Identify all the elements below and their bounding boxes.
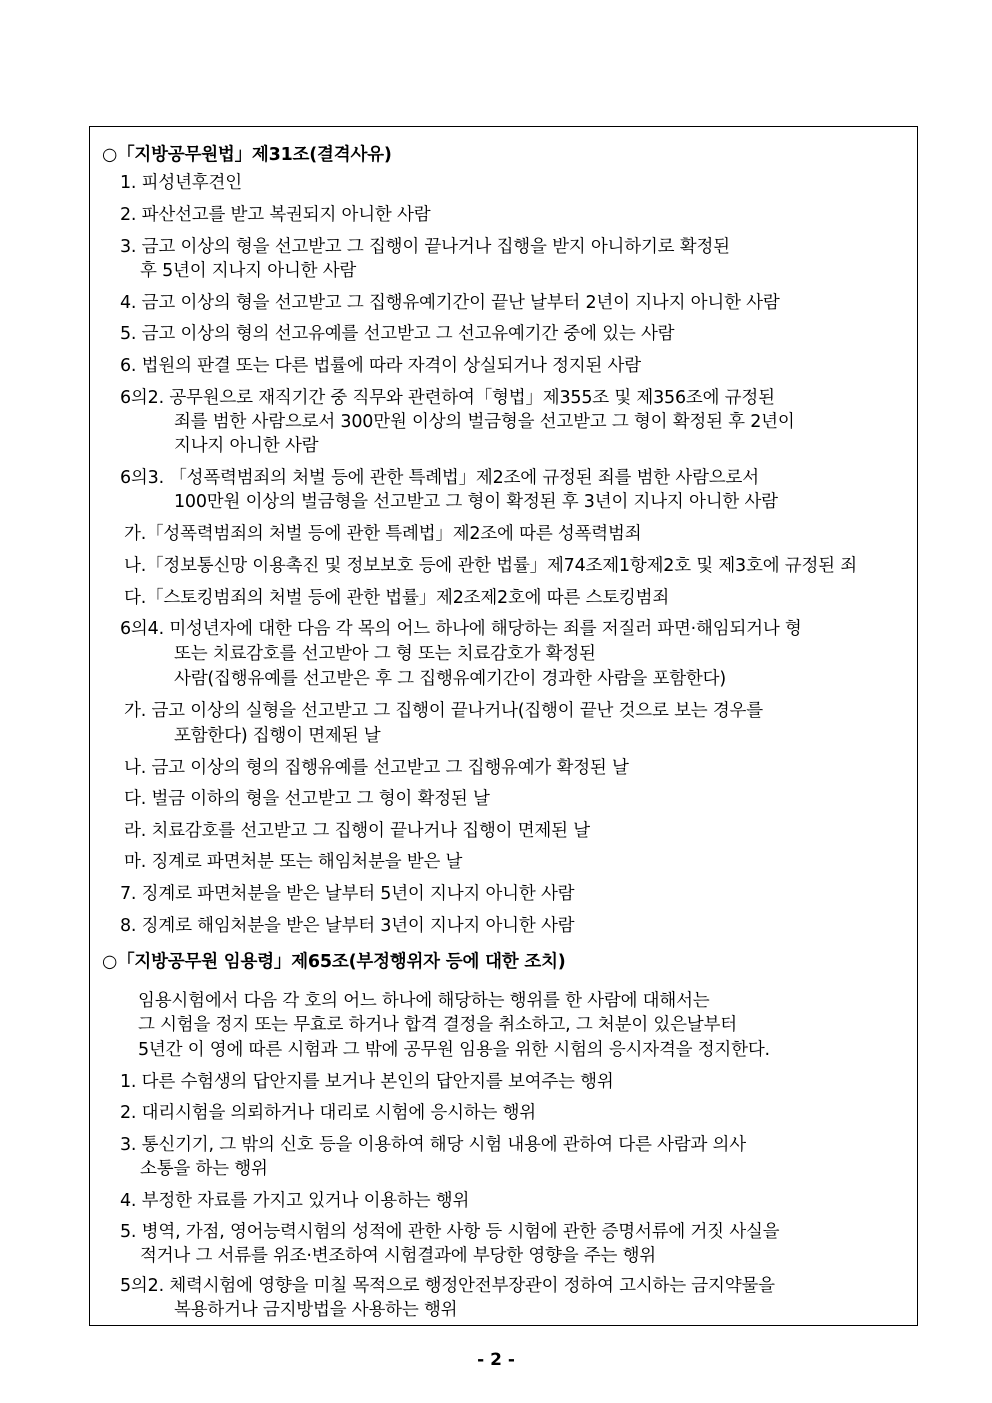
list-item: 6의4. 미성년자에 대한 다음 각 목의 어느 하나에 해당하는 죄를 저질러 파면·해임되거나 형 <box>120 619 802 639</box>
list-item: 4. 금고 이상의 형을 선고받고 그 집행유예기간이 끝난 날부터 2년이 지나지 아니한 사람 <box>120 293 780 313</box>
legal-text-box <box>89 126 918 1326</box>
sub-item: 다. 벌금 이하의 형을 선고받고 그 형이 확정된 날 <box>124 789 490 809</box>
sub-item: 마. 징계로 파면처분 또는 해임처분을 받은 날 <box>124 852 463 872</box>
list-item: 6의2. 공무원으로 재직기간 중 직무와 관련하여「형법」제355조 및 제356조에 규정된 <box>120 388 775 408</box>
intro-paragraph: 그 시험을 정지 또는 무효로 하거나 합격 결정을 취소하고, 그 처분이 있은날부터 <box>138 1015 737 1035</box>
list-item-continuation: 사람(집행유예를 선고받은 후 그 집행유예기간이 경과한 사람을 포함한다) <box>174 669 726 689</box>
section1-heading: ○「지방공무원법」제31조(결격사유) <box>102 145 392 165</box>
list-item: 6의3. 「성폭력범죄의 처벌 등에 관한 특례법」제2조에 규정된 죄를 범한 사람으로서 <box>120 468 759 488</box>
list-item-continuation: 지나지 아니한 사람 <box>174 436 319 456</box>
sub-item: 가.「성폭력범죄의 처벌 등에 관한 특례법」제2조에 따른 성폭력범죄 <box>124 524 642 544</box>
list-item-continuation: 적거나 그 서류를 위조·변조하여 시험결과에 부당한 영향을 주는 행위 <box>140 1246 657 1266</box>
list-item: 3. 통신기기, 그 밖의 신호 등을 이용하여 해당 시험 내용에 관하여 다른 사람과 의사 <box>120 1135 746 1155</box>
list-item: 7. 징계로 파면처분을 받은 날부터 5년이 지나지 아니한 사람 <box>120 884 575 904</box>
page-number: - 2 - <box>477 1350 515 1370</box>
list-item: 2. 대리시험을 의뢰하거나 대리로 시험에 응시하는 행위 <box>120 1103 536 1123</box>
list-item-continuation: 후 5년이 지나지 아니한 사람 <box>140 261 357 281</box>
list-item: 8. 징계로 해임처분을 받은 날부터 3년이 지나지 아니한 사람 <box>120 916 575 936</box>
list-item-continuation: 또는 치료감호를 선고받아 그 형 또는 치료감호가 확정된 <box>174 644 596 664</box>
sub-item: 라. 치료감호를 선고받고 그 집행이 끝나거나 집행이 면제된 날 <box>124 821 590 841</box>
sub-item: 다.「스토킹범죄의 처벌 등에 관한 법률」제2조제2호에 따른 스토킹범죄 <box>124 588 670 608</box>
list-item-continuation: 복용하거나 금지방법을 사용하는 행위 <box>174 1300 458 1320</box>
intro-paragraph: 5년간 이 영에 따른 시험과 그 밖에 공무원 임용을 위한 시험의 응시자격을 정지한다. <box>138 1040 770 1060</box>
list-item: 6. 법원의 판결 또는 다른 법률에 따라 자격이 상실되거나 정지된 사람 <box>120 356 641 376</box>
list-item: 2. 파산선고를 받고 복권되지 아니한 사람 <box>120 205 431 225</box>
list-item-continuation: 소통을 하는 행위 <box>140 1159 268 1179</box>
intro-paragraph: 임용시험에서 다음 각 호의 어느 하나에 해당하는 행위를 한 사람에 대해서는 <box>138 991 710 1011</box>
list-item: 4. 부정한 자료를 가지고 있거나 이용하는 행위 <box>120 1191 470 1211</box>
list-item: 5. 금고 이상의 형의 선고유예를 선고받고 그 선고유예기간 중에 있는 사람 <box>120 324 675 344</box>
list-item-continuation: 100만원 이상의 벌금형을 선고받고 그 형이 확정된 후 3년이 지나지 아니한 사람 <box>174 492 778 512</box>
list-item: 1. 다른 수험생의 답안지를 보거나 본인의 답안지를 보여주는 행위 <box>120 1072 614 1092</box>
list-item-continuation: 포함한다) 집행이 면제된 날 <box>174 726 381 746</box>
list-item: 3. 금고 이상의 형을 선고받고 그 집행이 끝나거나 집행을 받지 아니하기로 확정된 <box>120 237 730 257</box>
sub-item: 가. 금고 이상의 실형을 선고받고 그 집행이 끝나거나(집행이 끝난 것으로 보는 경우를 <box>124 701 763 721</box>
list-item: 1. 피성년후견인 <box>120 173 242 193</box>
list-item-continuation: 죄를 범한 사람으로서 300만원 이상의 벌금형을 선고받고 그 형이 확정된 후 2년이 <box>174 412 795 432</box>
sub-item: 나. 금고 이상의 형의 집행유예를 선고받고 그 집행유예가 확정된 날 <box>124 758 629 778</box>
sub-item: 나.「정보통신망 이용촉진 및 정보보호 등에 관한 법률」제74조제1항제2호 및 제3호에 규정된 죄 <box>124 556 857 576</box>
list-item: 5의2. 체력시험에 영향을 미칠 목적으로 행정안전부장관이 정하여 고시하는 금지약물을 <box>120 1276 775 1296</box>
list-item: 5. 병역, 가점, 영어능력시험의 성적에 관한 사항 등 시험에 관한 증명서류에 거짓 사실을 <box>120 1222 780 1242</box>
section2-heading: ○「지방공무원 임용령」제65조(부정행위자 등에 대한 조치) <box>102 952 566 972</box>
